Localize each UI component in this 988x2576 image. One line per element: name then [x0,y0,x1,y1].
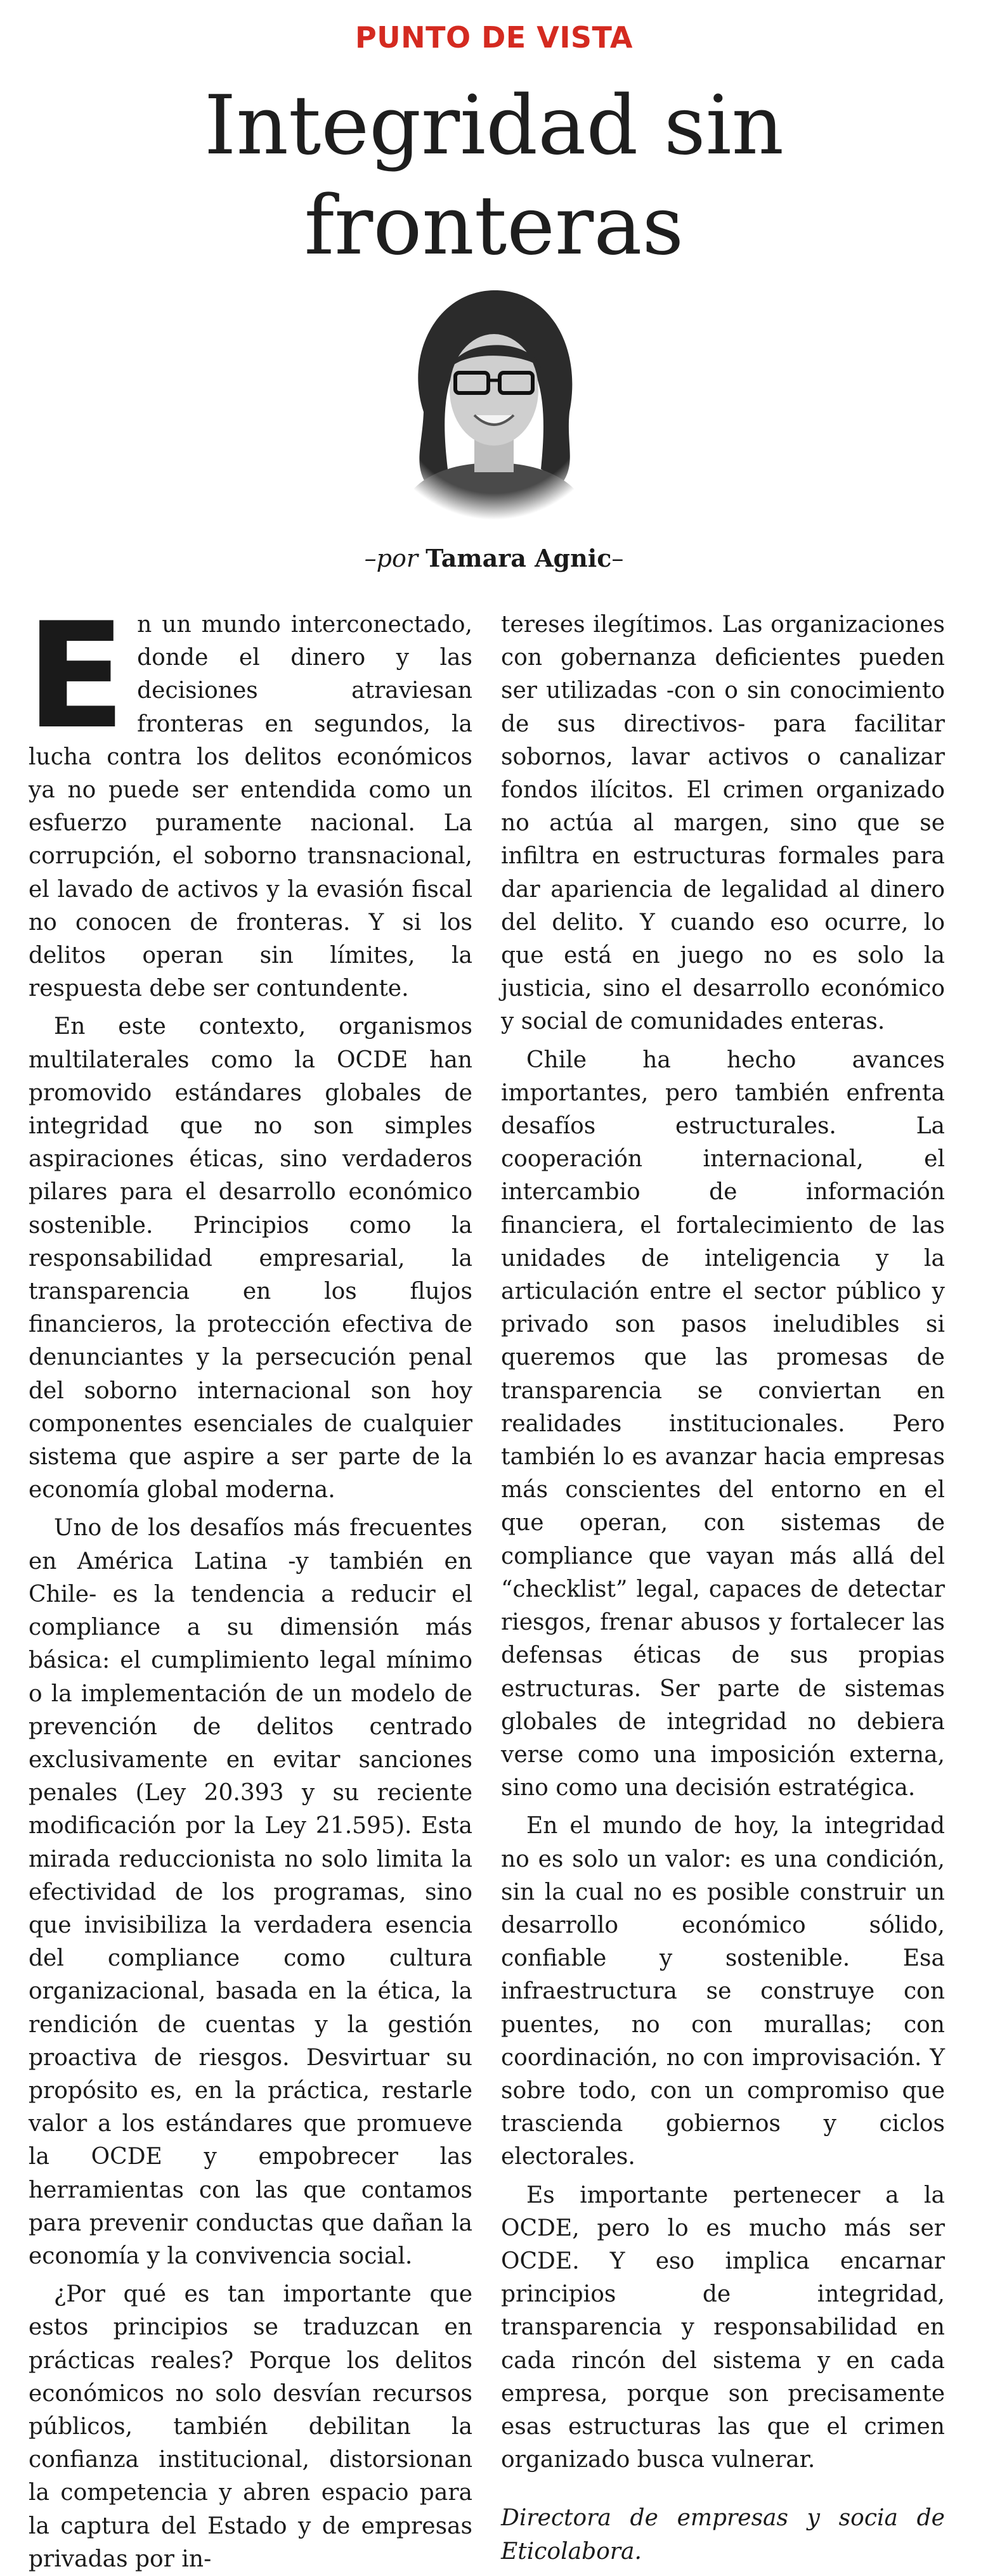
paragraph: En el mundo de hoy, la integridad no es solo un valor: es una condición, sin la cual no es posible construir un desarrollo económico sólido, confiable y sostenible. Esa infraestructura se construye con puentes, no con murallas; con coordinación, no con improvisación. Y sobre todo, con un compromiso que trascienda gobiernos y ciclos electorales. [501,1813,945,2170]
section-label: PUNTO DE VISTA [355,20,633,55]
paragraph: En este contexto, organismos multilaterales como la OCDE han promovido estándares globales de integridad que no son simples aspiraciones éticas, sino verdaderos pilares para el desarrollo económico sostenible. Principios como la responsabilidad empresarial, la transparencia en los flujos financieros, la protección efectiva de denunciantes y la persecución penal del soborno internacional son hoy componentes esenciales de cualquier sistema que aspire a ser parte de la economía global moderna. [29,1014,472,1504]
byline-suffix: – [611,544,624,572]
paragraph: Es importante pertenecer a la OCDE, pero lo es mucho más ser OCDE. Y eso implica encarnar principios de integridad, transparencia y responsabilidad en cada rincón del sistema y en cada empresa, porque son precisamente esas estructuras las que el crimen organizado busca vulnerar. [501,2182,945,2473]
byline [0,544,988,572]
paragraph: En un mundo interconectado, donde el dinero y las decisiones atraviesan fronteras en segundos, la lucha contra los delitos económicos ya no puede ser entendida como un esfuerzo puramente nacional. La corrupción, el soborno transnacional, el lavado de activos y la evasión fiscal no conocen de fronteras. Y si los delitos operan sin límites, la respuesta debe ser contundente. [26,592,472,1002]
author-signature: Directora de empresas y socia de Eticolabora. [501,2505,945,2565]
paragraph: ¿Por qué es tan importante que estos principios se traduzcan en prácticas reales? Porque los delitos económicos no solo desvían recursos públicos, también debilitan la confianza institucional, distorsionan la competencia y abren espacio para la captura del Estado y de empresas privadas por in- [29,2281,472,2572]
article-column-left [26,592,472,2576]
article-column-right [501,609,945,2568]
author-name: Tamara Agnic [426,544,612,572]
drop-cap: E [26,592,126,761]
paragraph: tereses ilegítimos. Las organizaciones con gobernanza deficientes pueden ser utilizadas -con o sin conocimiento de sus directivos- para facilitar sobornos, lavar activos o canalizar fondos ilícitos. El crimen organizado no actúa al margen, sino que se infiltra en estructuras formales para dar apariencia de legalidad al dinero del delito. Y cuando eso ocurre, lo que está en juego no es solo la justicia, sino el desarrollo económico y social de comunidades enteras. [501,612,945,1035]
article-title: Integridad sin fronteras [204,79,784,273]
paragraph: Chile ha hecho avances importantes, pero también enfrenta desafíos estructurales. La cooperación internacional, el intercambio de información financiera, el fortalecimiento de las unidades de inteligencia y la articulación entre el sector público y privado son pasos ineludibles si queremos que las promesas de transparencia se conviertan en realidades institucionales. Pero también lo es avanzar hacia empresas más conscientes del entorno en el que operan, con sistemas de compliance que vayan más allá del “checklist” legal, capaces de detectar riesgos, frenar abusos y fortalecer las defensas éticas de sus propias estructuras. Ser parte de sistemas globales de integridad no debiera verse como una imposición externa, sino como una decisión estratégica. [501,1046,945,1801]
paragraph: Uno de los desafíos más frecuentes en América Latina -y también en Chile- es la tendencia a reducir el compliance a su dimensión más básica: el cumplimiento legal mínimo o la implementación de un modelo de prevención de delitos centrado exclusivamente en evitar sanciones penales (Ley 20.393 y su reciente modificación por la Ley 21.595). Esta mirada reduccionista no solo limita la efectividad de los programas, sino que invisibiliza la verdadera esencia del compliance como cultura organizacional, basada en la ética, la rendición de cuentas y la gestión proactiva de riesgos. Desvirtuar su propósito es, en la práctica, restarle valor a los estándares que promueve la OCDE y empobrecer las herramientas con las que contamos para prevenir conductas que dañan la economía y la convivencia social. [29,1515,472,2269]
author-portrait [379,279,609,520]
byline-prefix: –por [364,544,419,572]
